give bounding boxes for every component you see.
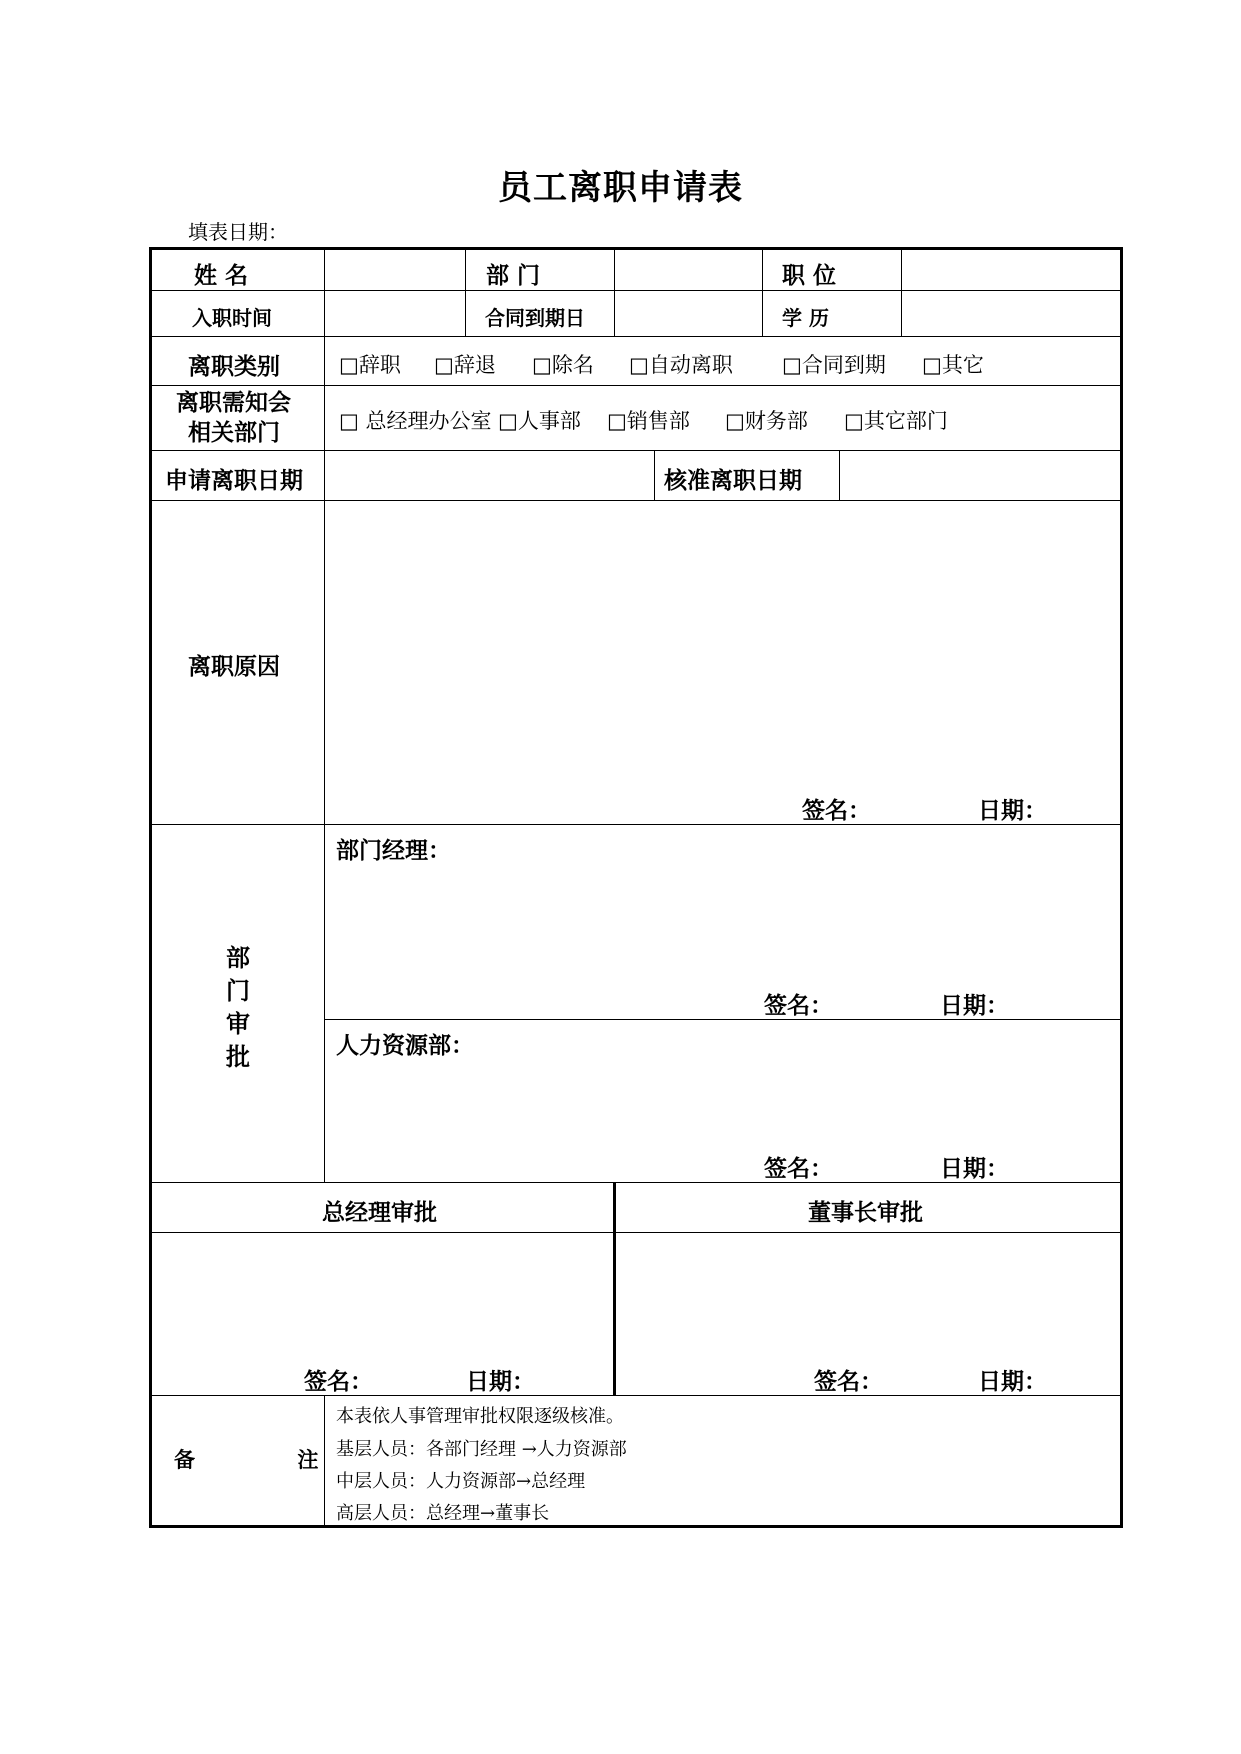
dept-approval-label — [218, 942, 258, 1074]
dept-approval-char: 部 — [226, 944, 250, 972]
department-label: 部 门 — [486, 263, 541, 289]
notify-label-line2: 相关部门 — [188, 420, 280, 446]
form-title: 员工离职申请表 — [498, 168, 743, 208]
reason-label: 离职原因 — [188, 654, 280, 680]
dept-approval-char: 审 — [226, 1010, 250, 1038]
notify-label-line1: 离职需知会 — [176, 390, 291, 416]
notify-option-other-dept[interactable]: □其它部门 — [844, 409, 948, 433]
notify-option-hr[interactable]: □人事部 — [498, 409, 581, 433]
hr-label: 人力资源部： — [336, 1033, 474, 1059]
hr-date-label: 日期： — [940, 1156, 1009, 1182]
apply-date-label: 申请离职日期 — [165, 468, 303, 494]
remarks-line: 中层人员：人力资源部→总经理 — [336, 1471, 586, 1492]
dept-manager-date-label: 日期： — [940, 993, 1009, 1019]
gm-sign-label: 签名： — [304, 1369, 373, 1395]
dept-manager-sign-label: 签名： — [764, 993, 833, 1019]
education-label: 学 历 — [782, 306, 829, 330]
category-label: 离职类别 — [188, 354, 280, 380]
position-label: 职 位 — [782, 263, 837, 289]
remarks-line: 本表依人事管理审批权限逐级核准。 — [336, 1406, 624, 1427]
category-option-contract-expiry[interactable]: □合同到期 — [782, 353, 886, 377]
gm-date-label: 日期： — [466, 1369, 535, 1395]
dept-manager-label: 部门经理： — [336, 838, 451, 864]
dept-approval-char: 门 — [226, 977, 250, 1005]
category-option-expelled[interactable]: □除名 — [532, 353, 594, 377]
dept-approval-char: 批 — [226, 1043, 250, 1071]
reason-sign-label: 签名： — [802, 798, 871, 824]
reason-date-label: 日期： — [978, 798, 1047, 824]
category-option-voluntary[interactable]: □自动离职 — [629, 353, 733, 377]
category-option-dismissed[interactable]: □辞退 — [434, 353, 496, 377]
chairman-date-label: 日期： — [978, 1369, 1047, 1395]
chairman-sign-label: 签名： — [814, 1369, 883, 1395]
category-option-resign[interactable]: □辞职 — [339, 353, 401, 377]
chairman-approval-label: 董事长审批 — [808, 1200, 923, 1226]
remarks-line: 高层人员：总经理→董事长 — [336, 1503, 550, 1524]
fill-date-label: 填表日期： — [188, 220, 288, 244]
form-table — [149, 247, 1123, 1528]
name-label: 姓 名 — [194, 263, 249, 289]
remarks-line: 基层人员：各部门经理 →人力资源部 — [336, 1439, 627, 1460]
notify-option-sales[interactable]: □销售部 — [607, 409, 690, 433]
hire-date-label: 入职时间 — [192, 306, 272, 330]
approve-date-label: 核准离职日期 — [664, 468, 802, 494]
category-option-other[interactable]: □其它 — [922, 353, 984, 377]
contract-end-label: 合同到期日 — [485, 306, 585, 330]
notify-option-finance[interactable]: □财务部 — [725, 409, 808, 433]
remarks-label: 备 注 — [174, 1448, 319, 1472]
gm-approval-label: 总经理审批 — [322, 1200, 437, 1226]
notify-option-gm-office[interactable]: □ 总经理办公室 — [339, 409, 492, 433]
hr-sign-label: 签名： — [764, 1156, 833, 1182]
